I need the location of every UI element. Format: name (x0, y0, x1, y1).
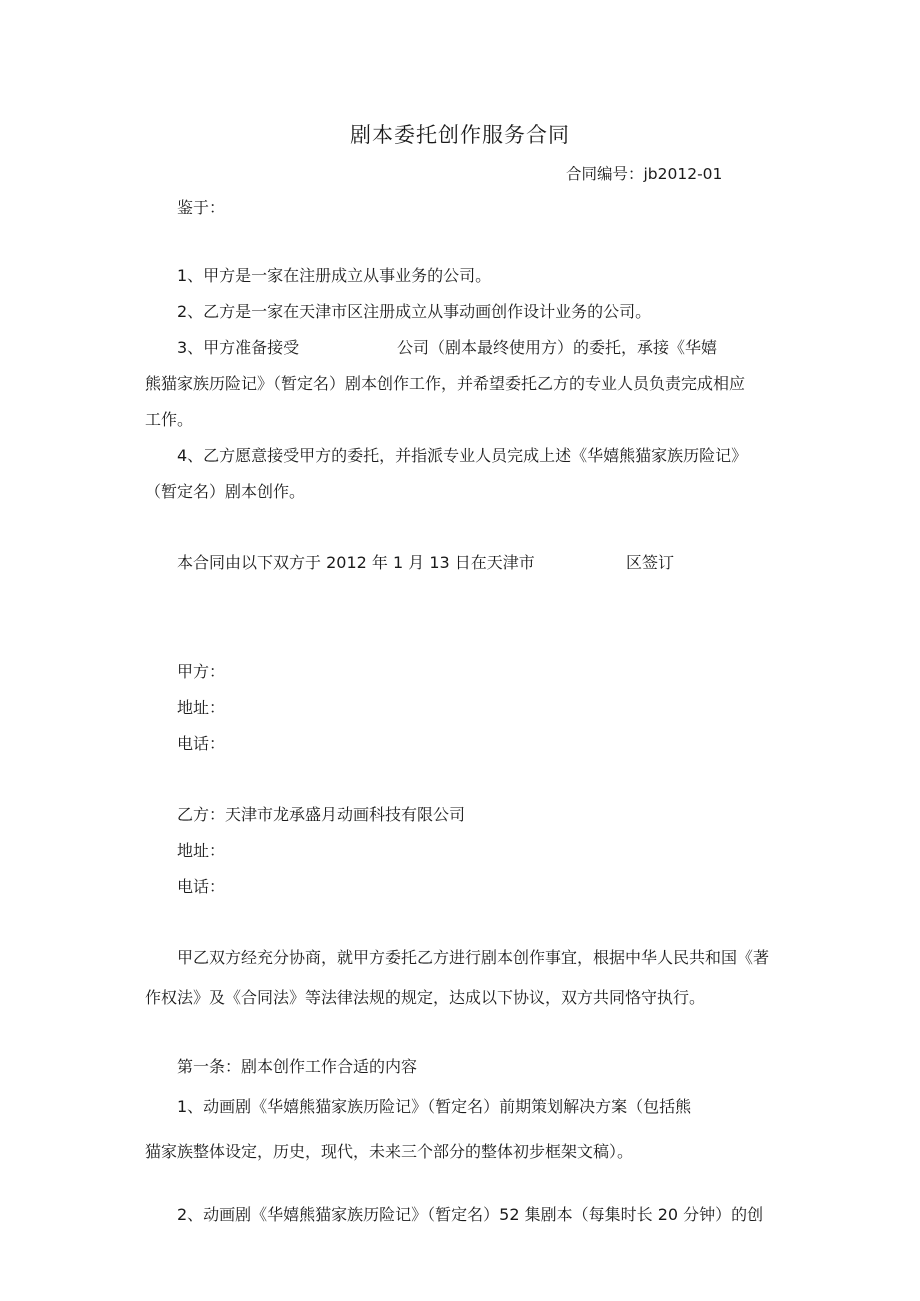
whereas-heading: 鉴于： (177, 198, 226, 217)
recital-3-part2: 公司（剧本最终使用方）的委托，承接《华嬉 (397, 338, 718, 357)
party-b-address: 地址： (177, 841, 226, 860)
recital-4-line1: 4、乙方愿意接受甲方的委托，并指派专业人员完成上述《华嬉熊猫家族历险记》 (177, 446, 748, 465)
article-1-item-1-line1: 1、动画剧《华嬉熊猫家族历险记》（暂定名）前期策划解决方案（包括熊 (177, 1097, 692, 1116)
party-b-name: 乙方：天津市龙承盛月动画科技有限公司 (177, 805, 466, 824)
article-1-item-2-line1: 2、动画剧《华嬉熊猫家族历险记》（暂定名）52 集剧本（每集时长 20 分钟）的创 (177, 1205, 764, 1224)
agreement-line-2: 作权法》及《合同法》等法律法规的规定，达成以下协议，双方共同恪守执行。 (145, 988, 706, 1007)
recital-2: 2、乙方是一家在天津市区注册成立从事动画创作设计业务的公司。 (177, 302, 652, 321)
article-1-heading: 第一条：剧本创作工作合适的内容 (177, 1057, 418, 1076)
party-a-phone: 电话： (177, 734, 226, 753)
recital-4-line2: （暂定名）剧本创作。 (145, 482, 306, 501)
recital-3-line2: 熊猫家族历险记》（暂定名）剧本创作工作，并希望委托乙方的专业人员负责完成相应 (145, 374, 746, 393)
contract-number: 合同编号：jb2012-01 (566, 165, 723, 183)
party-a-name: 甲方： (177, 662, 226, 681)
recital-3-part1: 3、甲方准备接受 (177, 338, 300, 357)
signing-statement: 本合同由以下双方于 2012 年 1 月 13 日在天津市 (177, 553, 535, 572)
party-a-address: 地址： (177, 698, 226, 717)
article-1-item-1-line2: 猫家族整体设定，历史，现代，未来三个部分的整体初步框架文稿）。 (145, 1142, 634, 1161)
recital-1: 1、甲方是一家在注册成立从事业务的公司。 (177, 266, 492, 285)
signing-district: 区签订 (626, 553, 675, 572)
recital-3-line3: 工作。 (145, 410, 194, 429)
agreement-line-1: 甲乙双方经充分协商，就甲方委托乙方进行剧本创作事宜，根据中华人民共和国《著 (177, 948, 770, 967)
party-b-phone: 电话： (177, 877, 226, 896)
page-title: 剧本委托创作服务合同 (350, 123, 570, 147)
